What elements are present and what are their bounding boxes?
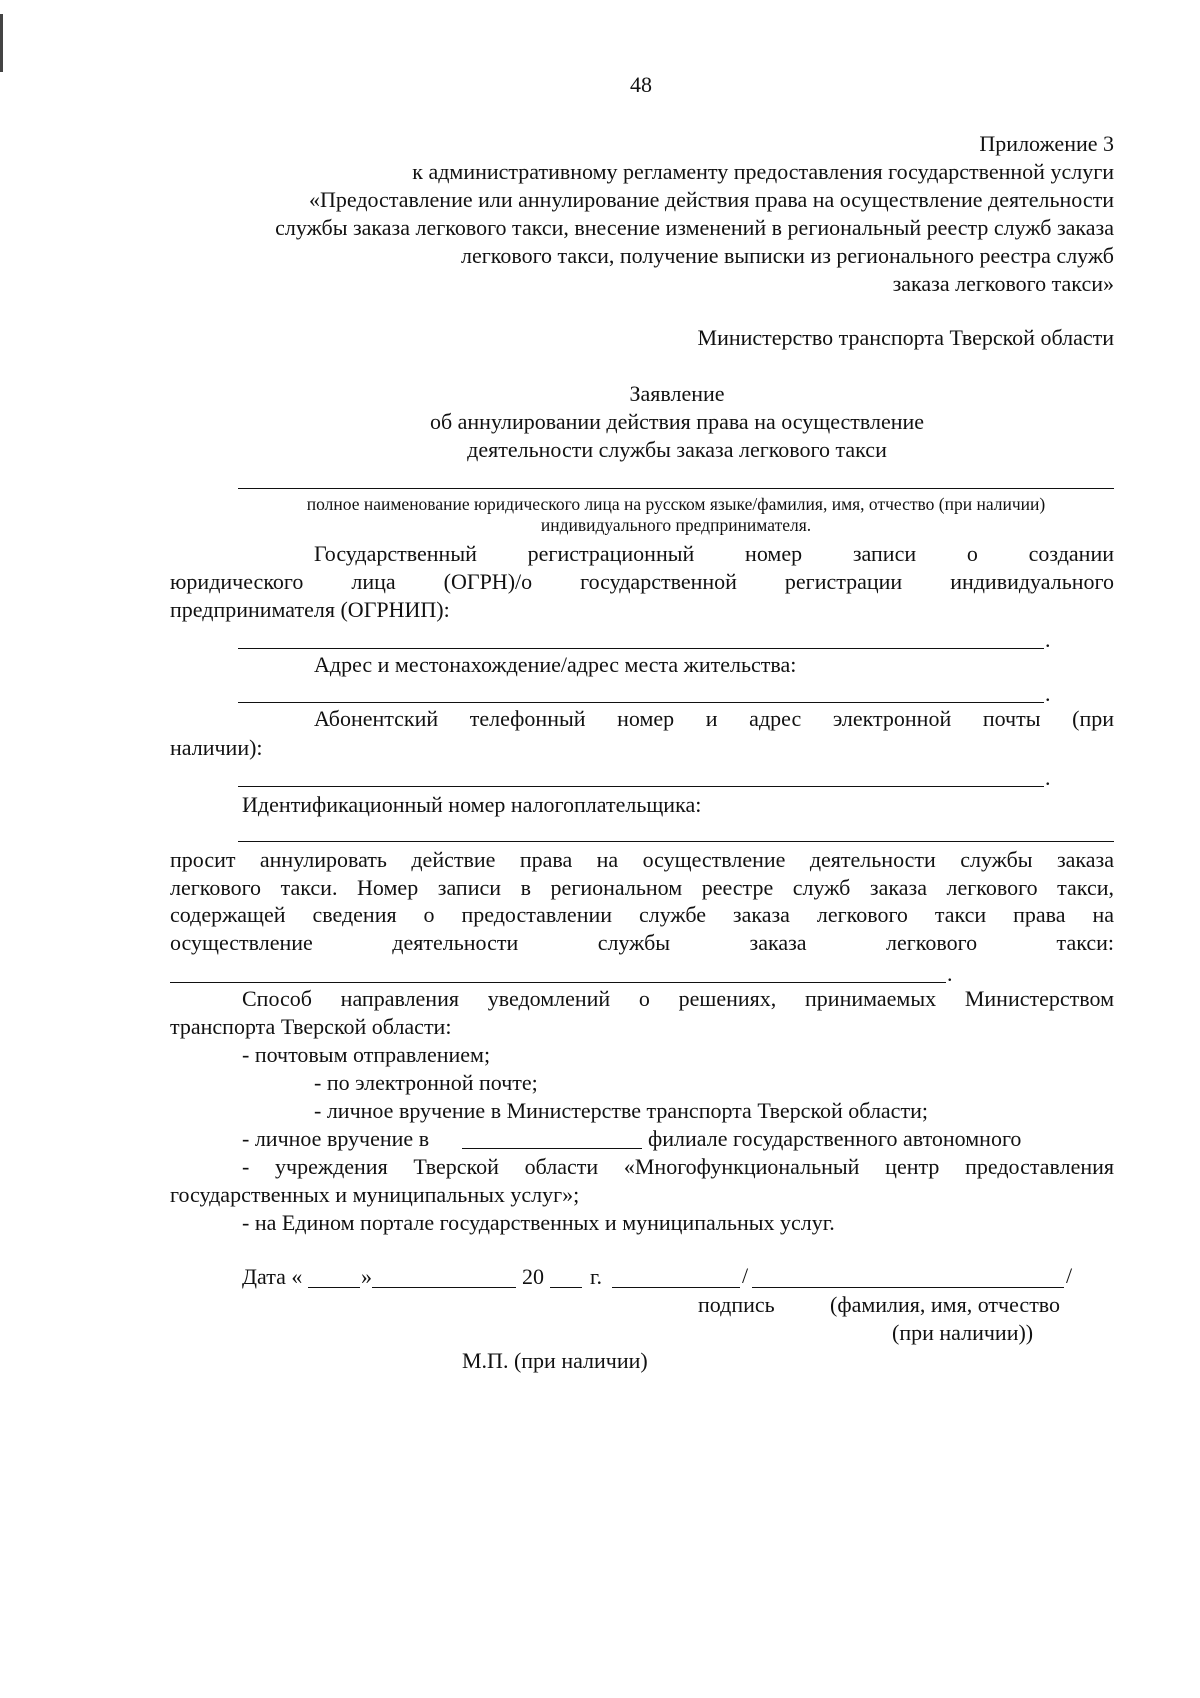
caption-line: полное наименование юридического лица на русском языке/фамилия, имя, отчество (при наличии) — [306, 494, 1046, 514]
date-close-quote: » — [361, 1264, 372, 1289]
document-title — [372, 380, 982, 464]
ogrn-field[interactable] — [238, 648, 1044, 649]
ogrn-line-2: юридического лица (ОГРН)/о государственной регистрации индивидуального — [170, 569, 1114, 594]
request-line-4: осуществление деятельности службы заказа легкового такси: — [170, 930, 1114, 955]
appendix-line: Приложение 3 — [979, 131, 1114, 156]
option-ministry-delivery[interactable]: - личное вручение в Министерстве транспорта Тверской области; — [314, 1098, 928, 1123]
applicant-name-field[interactable] — [238, 488, 1114, 489]
stamp-label: М.П. (при наличии) — [462, 1348, 648, 1373]
option-portal[interactable]: - на Едином портале государственных и муниципальных услуг. — [242, 1210, 835, 1235]
date-day-field[interactable] — [308, 1287, 360, 1288]
mfc-branch-field[interactable] — [462, 1148, 642, 1149]
signature-field[interactable] — [612, 1287, 740, 1288]
slash-right: / — [1066, 1263, 1073, 1288]
address-field-period: . — [1045, 681, 1051, 706]
address-label: Адрес и местонахождение/адрес места жительства: — [314, 652, 797, 677]
option-mfc-delivery[interactable]: - личное вручение в — [242, 1126, 430, 1151]
appendix-line: легкового такси, получение выписки из регионального реестра служб — [461, 243, 1114, 268]
date-prefix: Дата « — [242, 1264, 303, 1289]
inn-label: Идентификационный номер налогоплательщика: — [242, 792, 702, 817]
phone-line-1: Абонентский телефонный номер и адрес электронной почты (при — [314, 706, 1114, 731]
registry-field-period: . — [947, 961, 953, 986]
date-year-field[interactable] — [550, 1287, 582, 1288]
year-suffix: г. — [590, 1264, 603, 1289]
appendix-line: заказа легкового такси» — [892, 271, 1114, 296]
title-line: деятельности службы заказа легкового такси — [467, 437, 887, 462]
phone-field-period: . — [1045, 765, 1051, 790]
appendix-line: к административному регламенту предоставления государственной услуги — [412, 159, 1114, 184]
request-line-3: содержащей сведения о предоставлении службе заказа легкового такси права на — [170, 902, 1114, 927]
option-mfc-institution-cont: государственных и муниципальных услуг»; — [170, 1182, 580, 1207]
appendix-header — [275, 130, 1114, 298]
inn-field[interactable] — [238, 841, 1114, 842]
date-month-field[interactable] — [372, 1287, 516, 1288]
page-number: 48 — [630, 72, 652, 97]
ogrn-line-1: Государственный регистрационный номер записи о создании — [314, 541, 1114, 566]
request-line-1: просит аннулировать действие права на осуществление деятельности службы заказа — [170, 847, 1114, 872]
full-name-label: (фамилия, имя, отчество — [830, 1292, 1061, 1317]
request-line-2: легкового такси. Номер записи в региональном реестре служб заказа легкового такси, — [170, 875, 1114, 900]
full-name-label-cont: (при наличии)) — [892, 1320, 1034, 1345]
title-line: об аннулировании действия права на осуществление — [429, 409, 925, 434]
notification-line-2: транспорта Тверской области: — [170, 1014, 452, 1039]
appendix-line: «Предоставление или аннулирование действия права на осуществление деятельности — [308, 187, 1114, 212]
phone-email-field[interactable] — [238, 786, 1044, 787]
signature-label: подпись — [698, 1292, 775, 1317]
registry-number-field[interactable] — [170, 982, 946, 983]
scan-edge-mark — [0, 14, 3, 72]
caption-line: индивидуального предпринимателя. — [540, 515, 812, 535]
ogrn-field-period: . — [1045, 627, 1051, 652]
title-line: Заявление — [629, 381, 725, 406]
addressee: Министерство транспорта Тверской области — [697, 325, 1114, 350]
option-mfc-delivery-cont: филиале государственного автономного — [648, 1126, 1022, 1151]
option-email[interactable]: - по электронной почте; — [314, 1070, 538, 1095]
full-name-field[interactable] — [752, 1287, 1064, 1288]
year-prefix: 20 — [522, 1264, 544, 1289]
slash-left: / — [742, 1263, 749, 1288]
address-field[interactable] — [238, 702, 1044, 703]
phone-line-2: наличии): — [170, 735, 263, 760]
ogrn-line-3: предпринимателя (ОГРНИП): — [170, 597, 450, 622]
applicant-caption — [238, 494, 1114, 536]
option-mfc-institution: - учреждения Тверской области «Многофункциональный центр предоставления — [242, 1154, 1114, 1179]
appendix-line: службы заказа легкового такси, внесение изменений в региональный реестр служб заказа — [275, 215, 1114, 240]
notification-line-1: Способ направления уведомлений о решениях, принимаемых Министерством — [242, 986, 1114, 1011]
option-mail[interactable]: - почтовым отправлением; — [242, 1042, 491, 1067]
